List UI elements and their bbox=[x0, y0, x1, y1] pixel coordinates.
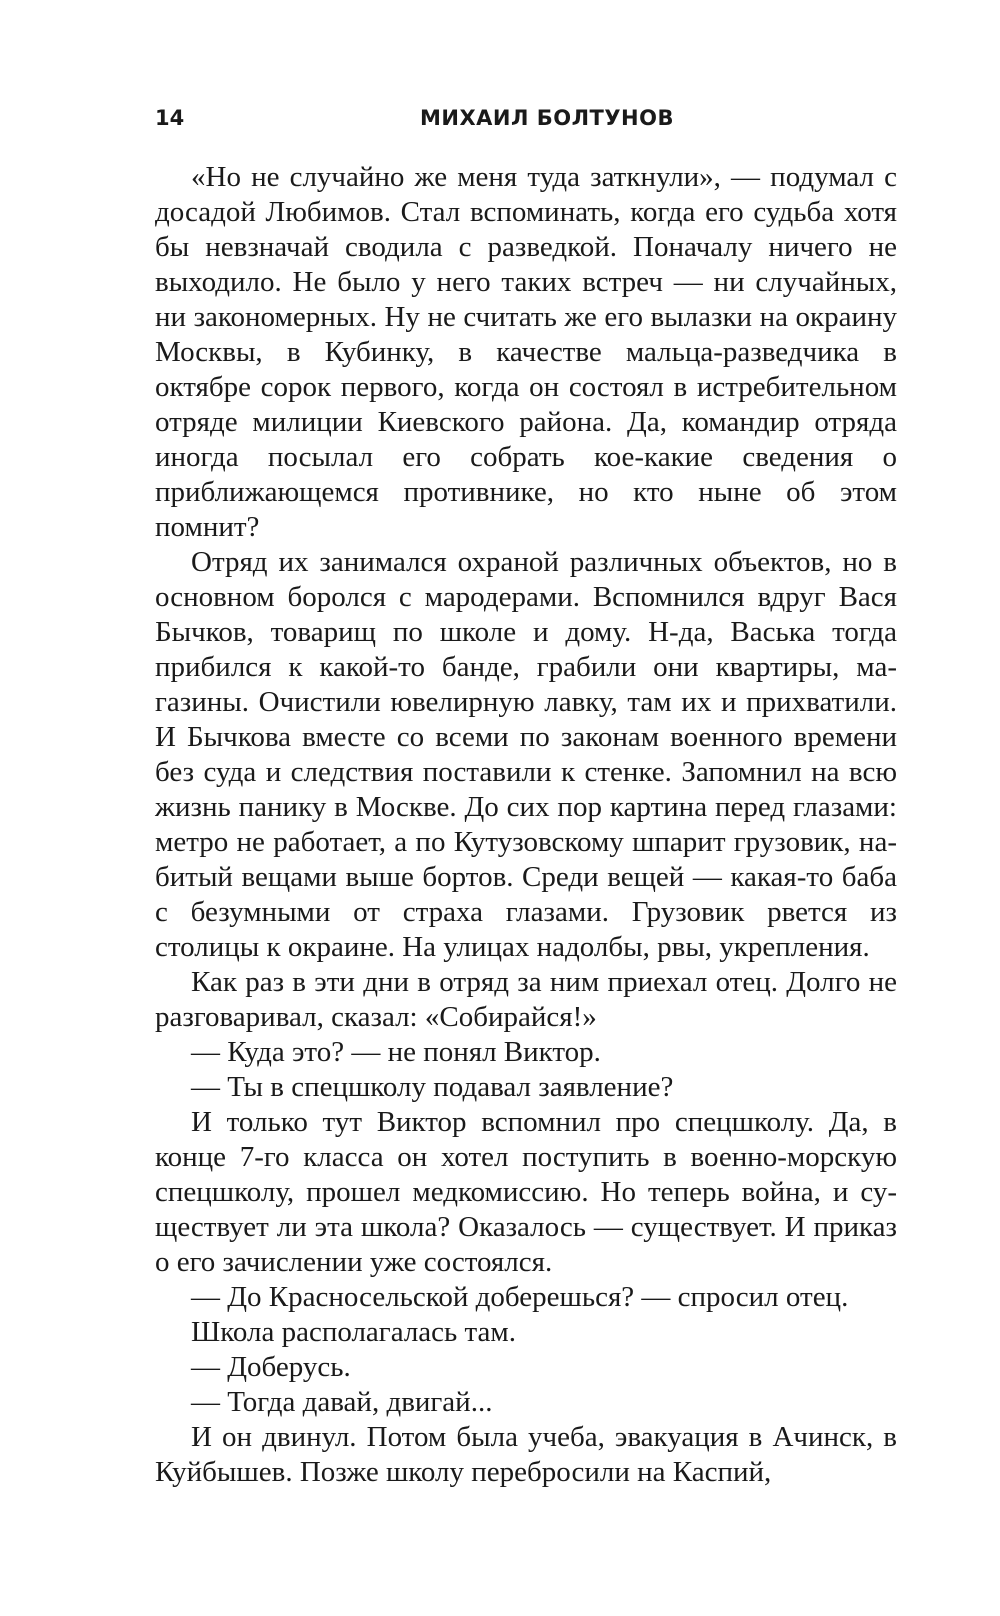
dialogue-line: — Доберусь. bbox=[191, 1351, 351, 1383]
paragraph: Как раз в эти дни в отряд за ним приехал отец. Долго не разговаривал, сказал: «Собирайся!» bbox=[155, 966, 897, 1033]
paragraph: И только тут Виктор вспомнил про спецшколу. Да, в конце 7-го класса он хотел поступить в военно-морскую спецшколу, прошел медкомиссию. Но теперь война, и существует ли эта школа? Оказалось — существует. И приказ о его зачислении уже состоялся. bbox=[155, 1106, 897, 1278]
paragraph: Отряд их занимался охраной различных объектов, но в основном боролся с мародерами. Вспомнился вдруг Вася Бычков, товарищ по школе и дому. Н-да, Васька тогда прибился к какой-то банде, грабили они квартиры, магазины. Очистили ювелирную лавку, там их и прихватили. И Бычкова вместе со всеми по законам военного времени без суда и следствия поставили к стенке. Запомнил на всю жизнь панику в Москве. До сих пор картина перед глазами: метро не работает, а по Кутузовскому шпарит грузовик, набитый вещами выше бортов. Среди вещей — какая-то баба с безумными от страха глазами. Грузовик рвется из столицы к окраине. На улицах надолбы, рвы, укрепления. bbox=[155, 546, 897, 963]
body-text bbox=[155, 160, 897, 1490]
paragraph: И он двинул. Потом была учеба, эвакуация в Ачинск, в Куйбышев. Позже школу перебросили на Каспий, bbox=[155, 1421, 897, 1488]
dialogue-line: — Куда это? — не понял Виктор. bbox=[191, 1036, 601, 1068]
page-number: 14 bbox=[155, 106, 185, 130]
dialogue-line: — До Красносельской доберешься? — спросил отец. bbox=[191, 1281, 849, 1313]
book-author: МИХАИЛ БОЛТУНОВ bbox=[420, 106, 674, 130]
dialogue-line: — Ты в спецшколу подавал заявление? bbox=[191, 1071, 674, 1103]
running-head bbox=[155, 106, 850, 136]
dialogue-line: — Тогда давай, двигай... bbox=[191, 1386, 493, 1418]
paragraph: Школа располагалась там. bbox=[191, 1316, 517, 1348]
paragraph: «Но не случайно же меня туда заткнули», — подумал с досадой Любимов. Стал вспоминать, когда его судьба хотя бы невзначай сводила с разведкой. Поначалу ничего не выходило. Не было у него таких встреч — ни случайных, ни закономерных. Ну не считать же его вылазки на окраину Москвы, в Кубинку, в качестве мальца-разведчика в октябре сорок первого, когда он состоял в истребительном отряде милиции Киевского района. Да, командир отряда иногда посылал его собрать кое-какие сведения о приближающемся противнике, но кто ныне об этом помнит? bbox=[155, 161, 897, 543]
